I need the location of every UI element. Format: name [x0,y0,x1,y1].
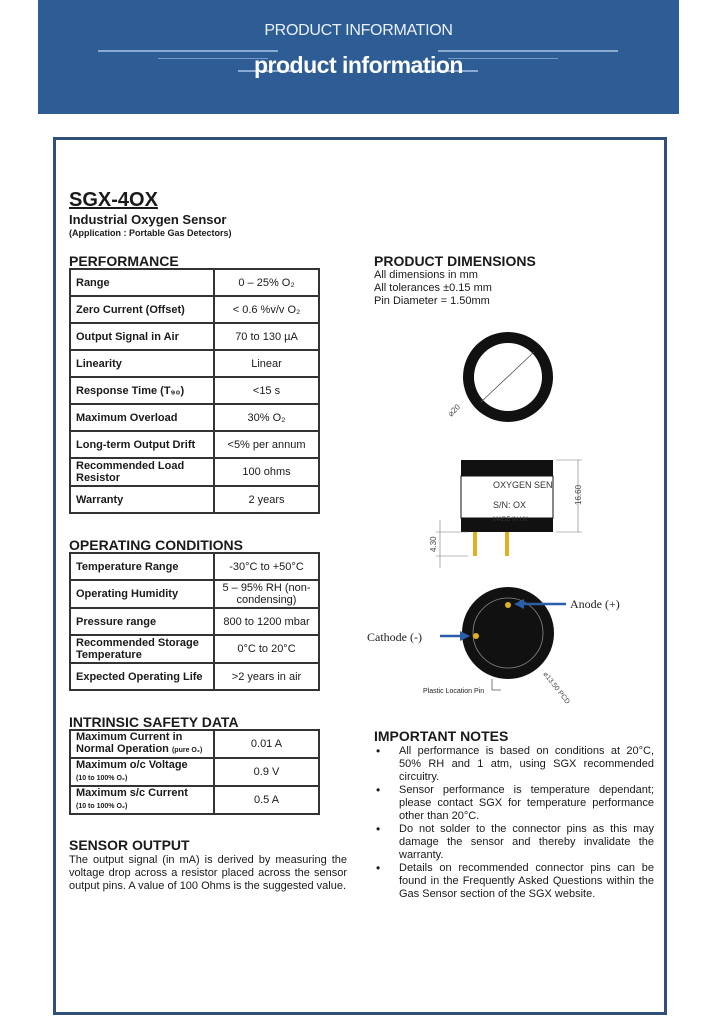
height-label: 16.60 [574,484,583,505]
pin [473,532,477,556]
spec-key: Output Signal in Air [70,323,214,350]
spec-key: Range [70,269,214,296]
spec-value: 0 – 25% O₂ [214,269,319,296]
plastic-pin-label: Plastic Location Pin [423,688,485,695]
body-text-line: S/N: OX [493,500,527,510]
list-item: • Do not solder to the connector pins as this may damage the sensor and thereby invalidate the warranty. [374,823,654,862]
spec-key: Pressure range [70,608,214,635]
spec-key: Response Time (T₉₀) [70,377,214,404]
product-application: (Application : Portable Gas Detectors) [69,228,232,238]
pcd-label: ⌀13.50 PCD [541,670,571,706]
spec-key: Expected Operating Life [70,663,214,690]
banner-title-main: product information [254,52,463,78]
notes-heading: IMPORTANT NOTES [374,728,509,744]
dimension-line: Pin Diameter = 1.50mm [374,295,490,307]
spec-value: Linear [214,350,319,377]
spec-key: Linearity [70,350,214,377]
body-text-line: OXYGEN SEN [493,480,553,490]
spec-value: 30% O₂ [214,404,319,431]
dimension-line: All dimensions in mm [374,269,478,281]
header-banner [38,0,679,114]
spec-value: 0.5 A [214,786,319,814]
pin-length-label: 4.30 [429,536,438,552]
spec-value: 0.9 V [214,758,319,786]
product-name: SGX-4OX [69,189,158,211]
spec-key-label: Maximum Current in Normal Operation [76,731,183,755]
spec-value: 0°C to 20°C [214,635,319,663]
spec-value: 100 ohms [214,458,319,486]
list-item: • Sensor performance is temperature dependant; please contact SGX for temperature performance other than 20°C. [374,784,654,823]
spec-key: Recommended Storage Temperature [70,635,214,663]
dimensions-heading: PRODUCT DIMENSIONS [374,253,536,269]
spec-key: Operating Humidity [70,580,214,608]
sensor-bottom-view [367,587,620,706]
list-item: • Details on recommended connector pins can be found in the Frequently Asked Questions within the Gas Sensor section of the SGX website. [374,862,654,901]
spec-value: 0.01 A [214,730,319,758]
spec-key: Zero Current (Offset) [70,296,214,323]
spec-value: <15 s [214,377,319,404]
spec-value: 2 years [214,486,319,513]
spec-key-note: (10 to 100% O₂) [76,775,128,782]
spec-key-note: (pure O₂) [171,747,203,754]
body-text-line: MADE IN UK [493,517,529,523]
spec-value: 5 – 95% RH (non-condensing) [214,580,319,608]
pin [505,532,509,556]
sensor-output-heading: SENSOR OUTPUT [69,837,190,853]
spec-key: Maximum Overload [70,404,214,431]
spec-key: Temperature Range [70,553,214,580]
spec-key-label: Maximum s/c Current [76,787,188,799]
safety-heading: INTRINSIC SAFETY DATA [69,714,239,730]
dimension-line: All tolerances ±0.15 mm [374,282,492,294]
performance-heading: PERFORMANCE [69,253,179,269]
sensor-top-view [446,332,553,422]
diameter-label: ⌀20 [446,402,463,419]
spec-value: -30°C to +50°C [214,553,319,580]
spec-key: Warranty [70,486,214,513]
anode-label: Anode (+) [570,597,620,611]
list-item: • All performance is based on conditions at 20°C, 50% RH and 1 atm, using SGX recommended circuitry. [374,745,654,784]
spec-value: 800 to 1200 mbar [214,608,319,635]
sensor-side-view [429,460,583,568]
product-subtitle: Industrial Oxygen Sensor [69,212,227,227]
notes-list [374,745,654,901]
spec-value: 70 to 130 µA [214,323,319,350]
banner-title-top: PRODUCT INFORMATION [264,22,453,39]
spec-value: <5% per annum [214,431,319,458]
spec-key: Long-term Output Drift [70,431,214,458]
datasheet-card [53,137,667,1015]
anode-pin [505,602,511,608]
sensor-output-text: The output signal (in mA) is derived by measuring the voltage drop across a resistor placed across the sensor output pins. A value of 100 Ohms is the suggested value. [69,854,347,892]
operating-heading: OPERATING CONDITIONS [69,537,243,553]
spec-key: Recommended Load Resistor [70,458,214,486]
spec-value: < 0.6 %v/v O₂ [214,296,319,323]
cathode-label: Cathode (-) [367,630,422,644]
spec-key-note: (10 to 100% O₂) [76,803,128,810]
spec-value: >2 years in air [214,663,319,690]
spec-key-label: Maximum o/c Voltage [76,759,188,771]
cathode-pin [473,633,479,639]
